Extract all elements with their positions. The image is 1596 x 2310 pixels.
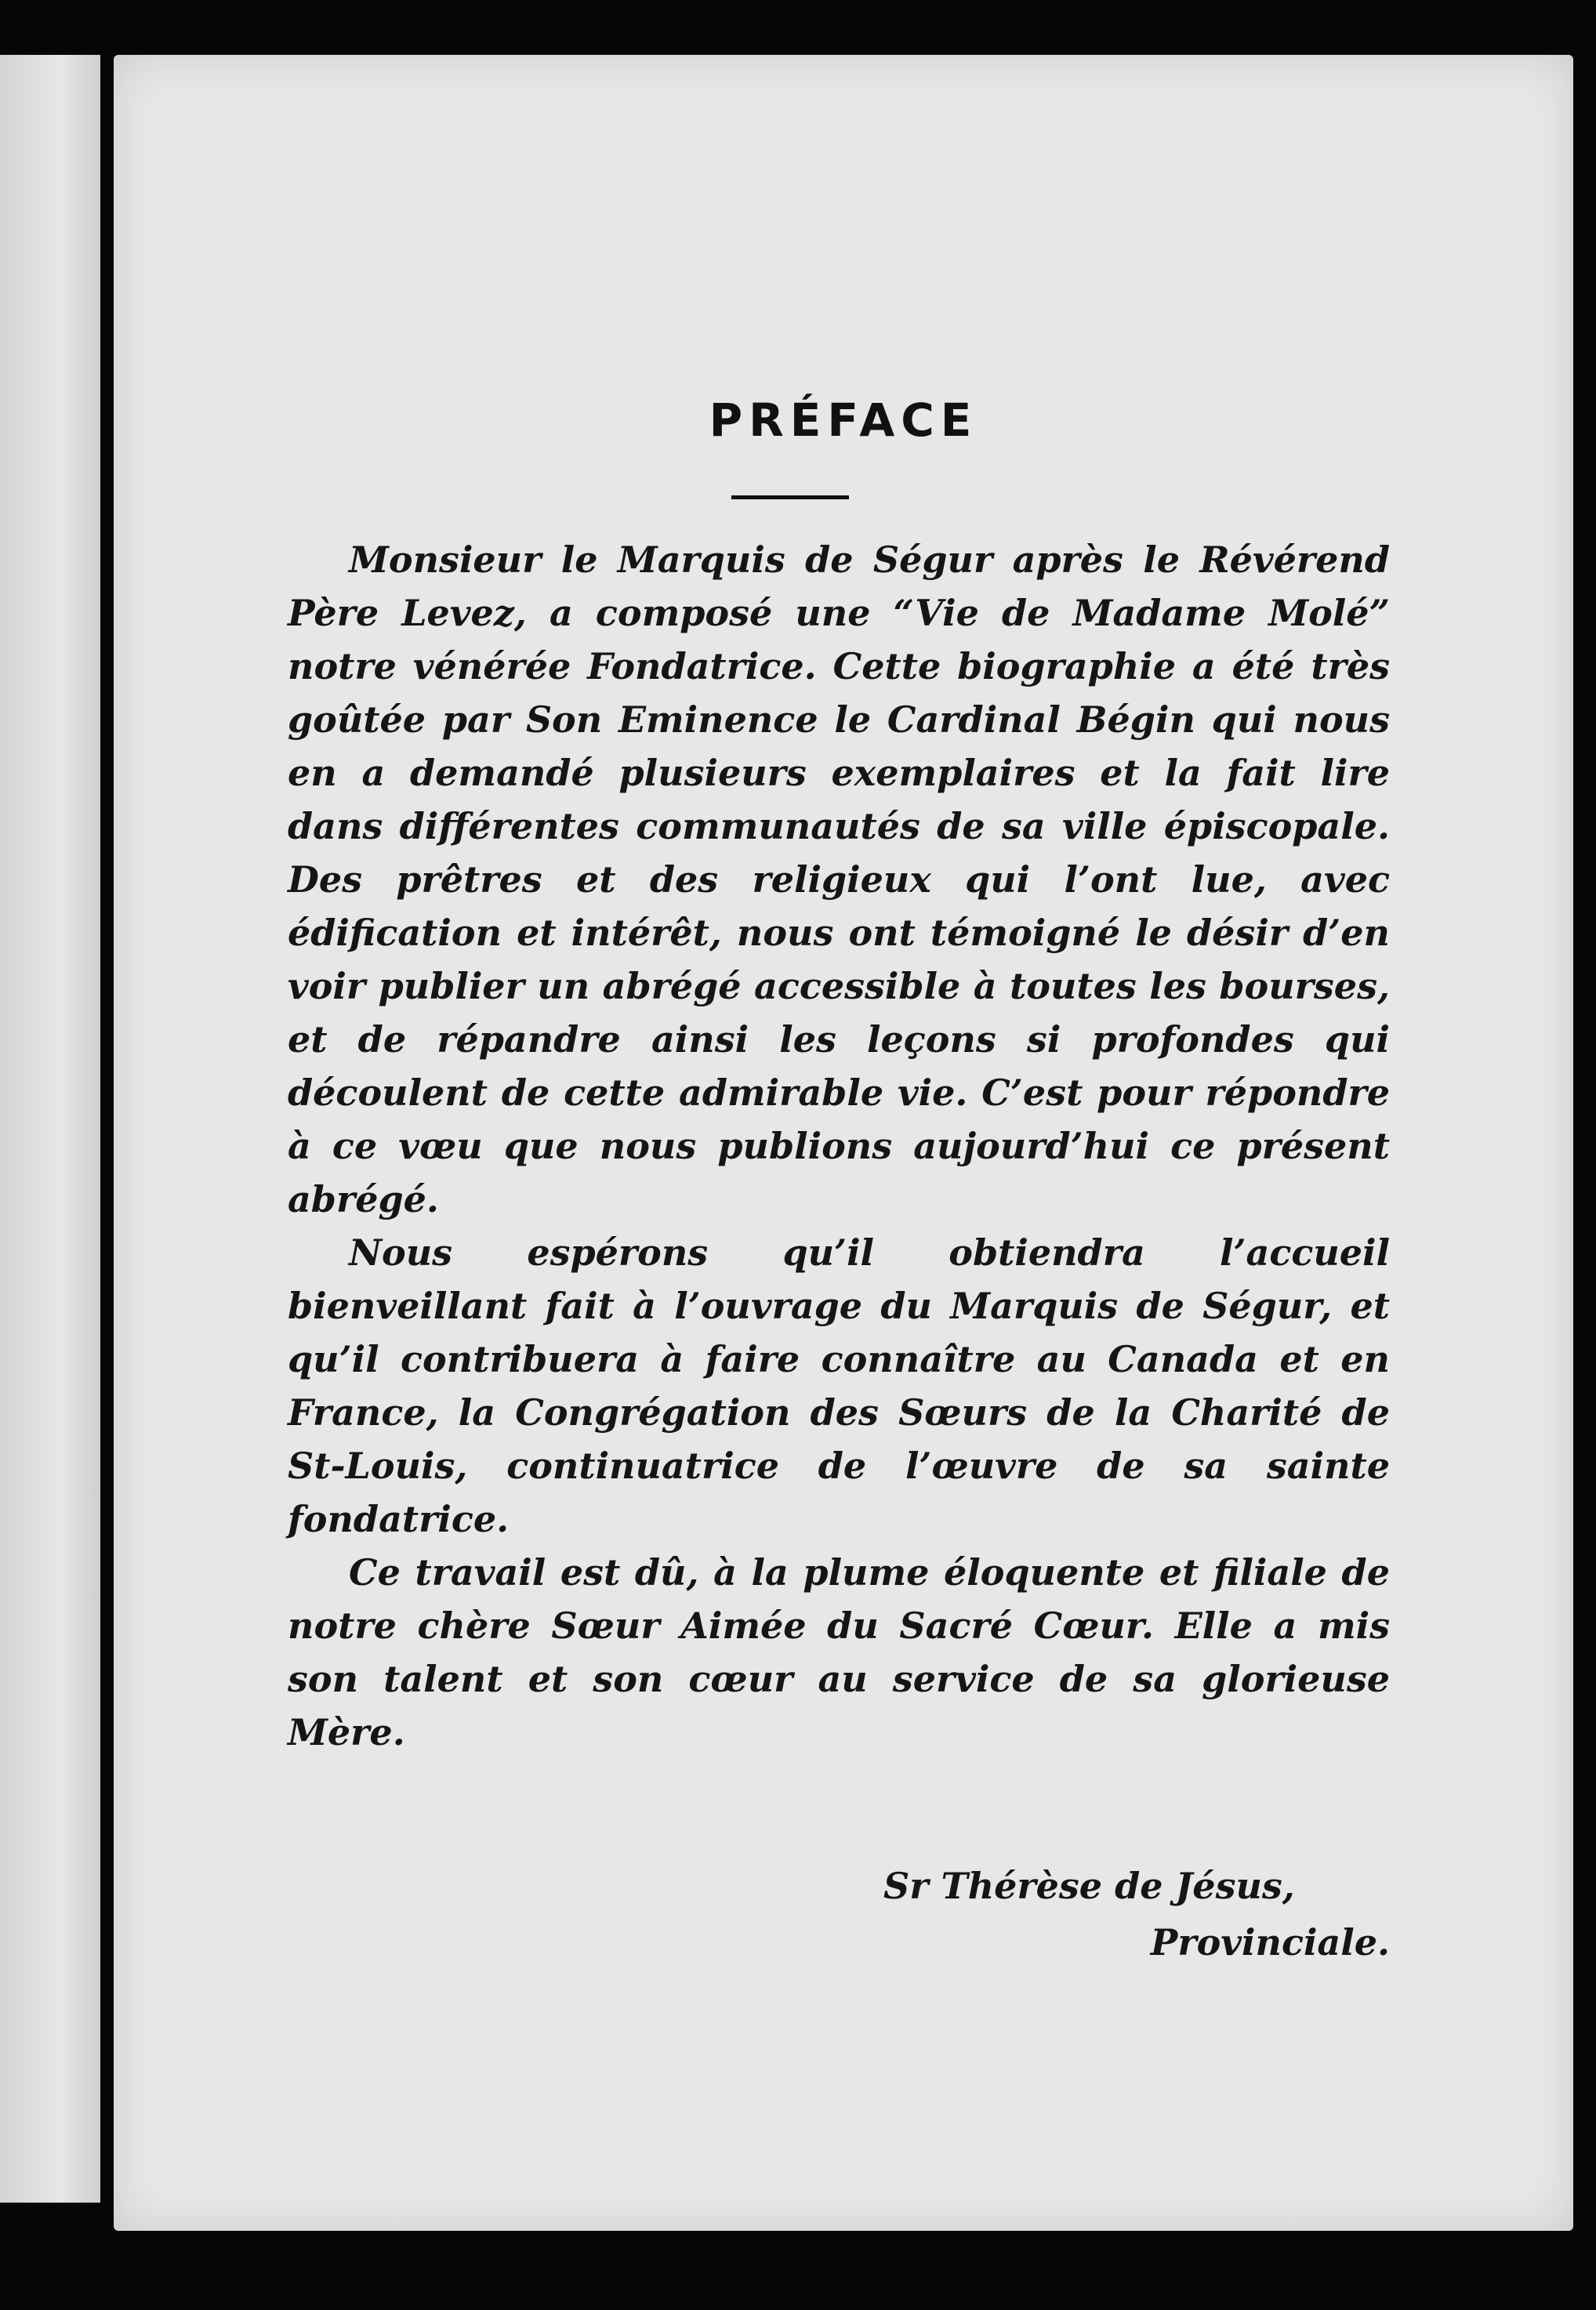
signature-name: Sr Thérèse de Jésus,: [883, 1865, 1295, 1907]
paragraph-3: Ce travail est dû, à la plume éloquente et filiale de notre chère Sœur Aimée du Sacré Cœur. Elle a mis son talent et son cœur au service de sa glorieuse Mère.: [288, 1551, 1390, 1753]
title-divider: [731, 495, 849, 499]
preface-body: [288, 533, 1390, 1759]
previous-page-edge: [0, 55, 100, 2203]
page-title: PRÉFACE: [709, 393, 978, 447]
paragraph-1: Monsieur le Marquis de Ségur après le Révérend Père Levez, a composé une “Vie de Madame Molé” notre vénérée Fondatrice. Cette biographie a été très goûtée par Son Eminence le Cardinal Bégin qui nous en a demandé plusieurs exemplaires et la fait lire dans différentes communautés de sa ville épiscopale. Des prêtres et des religieux qui l’ont lue, avec édification et intérêt, nous ont témoigné le désir d’en voir publier un abrégé accessible à toutes les bourses, et de répandre ainsi les leçons si profondes qui découlent de cette admirable vie. C’est pour répondre à ce vœu que nous publions aujourd’hui ce présent abrégé.: [288, 539, 1390, 1220]
signature-title: Provinciale.: [1150, 1921, 1390, 1964]
book-page: [114, 55, 1573, 2231]
paragraph-2: Nous espérons qu’il obtiendra l’accueil bienveillant fait à l’ouvrage du Marquis de Ségur, et qu’il contribuera à faire connaître au Canada et en France, la Congrégation des Sœurs de la Charité de St-Louis, continuatrice de l’œuvre de sa sainte fondatrice.: [288, 1231, 1390, 1540]
signature-block: [288, 1858, 1390, 1971]
